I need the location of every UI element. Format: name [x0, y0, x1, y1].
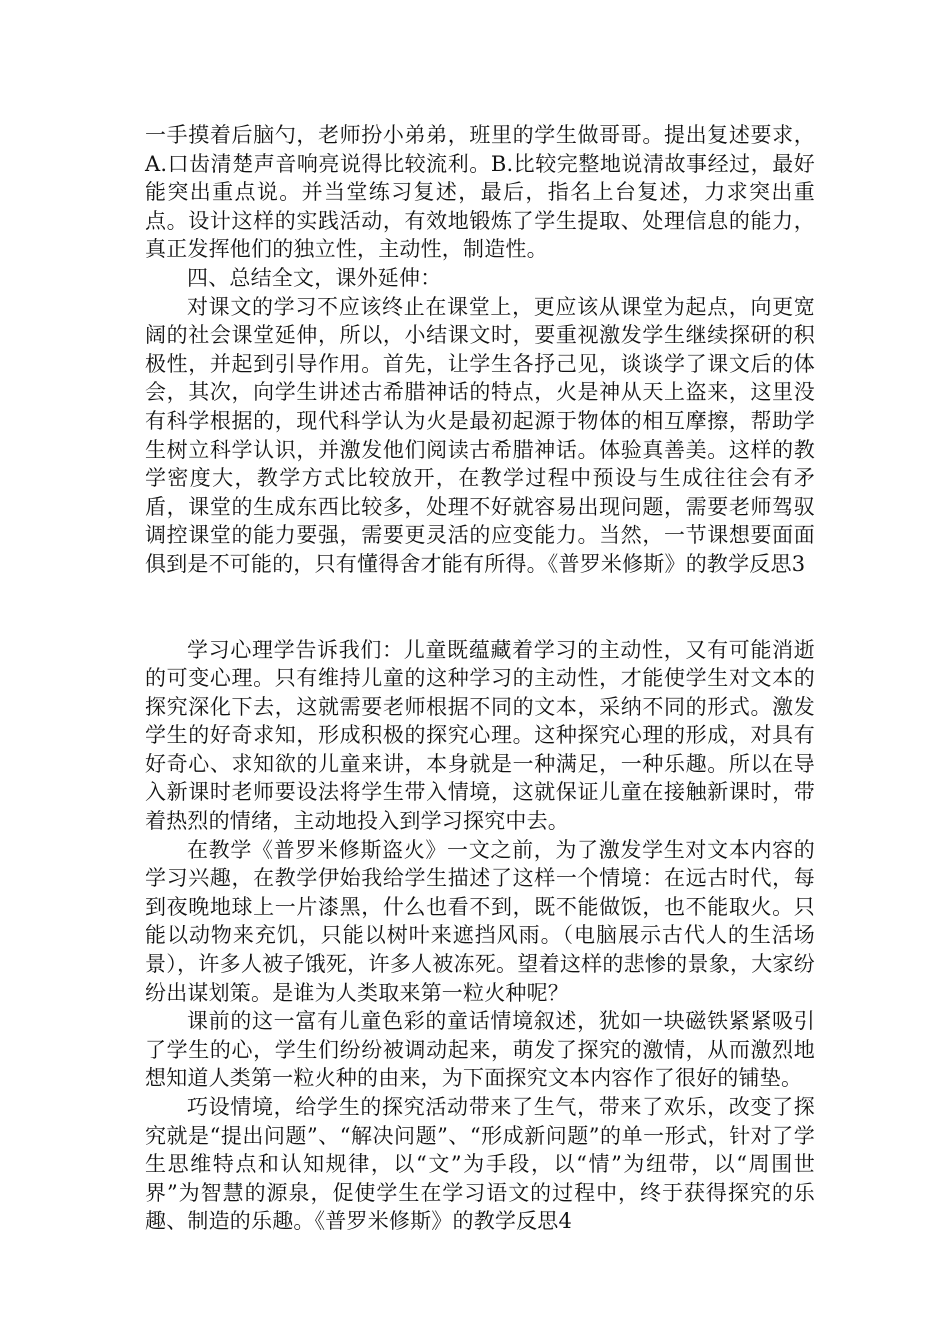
- section-heading-summary: 四、总结全文，课外延伸：: [187, 265, 442, 290]
- paragraph-4: 在教学《普罗米修斯盗火》一文之前，为了激发学生对文本内容的学习兴趣，在教学伊始我给学生描述了这样一个情境：在远古时代，每到夜晚地球上一片漆黑，什么也看不到，既不能做饭，也不能取火。只能以动物来充饥，只能以树叶来遮挡风雨。（电脑展示古代人的生活场景），许多人被子饿死，许多人被冻死。望着这样的悲惨的景象，大家纷纷出谋划策。是谁为人类取来第一粒火种呢？: [145, 837, 815, 1005]
- paragraph-gap: [145, 579, 815, 636]
- paragraph-5: 课前的这一富有儿童色彩的童话情境叙述，犹如一块磁铁紧紧吸引了学生的心，学生们纷纷被调动起来，萌发了探究的激情，从而激烈地想知道人类第一粒火种的由来，为下面探究文本内容作了很好的铺垫。: [145, 1009, 815, 1091]
- document-page: [145, 121, 815, 1236]
- paragraph-6: 巧设情境，给学生的探究活动带来了生气，带来了欢乐，改变了探究就是“提出问题”、“解决问题”、“形成新问题”的单一形式，针对了学生思维特点和认知规律，以“文”为手段，以“情”为纽带，以“周围世界”为智慧的源泉，促使学生在学习语文的过程中，终于获得探究的乐趣、制造的乐趣。《普罗米修斯》的教学反思4: [145, 1095, 815, 1234]
- paragraph-2: 对课文的学习不应该终止在课堂上，更应该从课堂为起点，向更宽阔的社会课堂延伸，所以，小结课文时，要重视激发学生继续探研的积极性，并起到引导作用。首先，让学生各抒己见，谈谈学了课文后的体会，其次，向学生讲述古希腊神话的特点，火是神从天上盗来，这里没有科学根据的，现代科学认为火是最初起源于物体的相互摩擦，帮助学生树立科学认识，并激发他们阅读古希腊神话。体验真善美。这样的教学密度大，教学方式比较放开，在教学过程中预设与生成往往会有矛盾，课堂的生成东西比较多，处理不好就容易出现问题，需要老师驾驭调控课堂的能力要强，需要更灵活的应变能力。当然，一节课想要面面俱到是不可能的，只有懂得舍才能有所得。《普罗米修斯》的教学反思3: [145, 294, 815, 576]
- paragraph-3: 学习心理学告诉我们：儿童既蕴藏着学习的主动性，又有可能消逝的可变心理。只有维持儿童的这种学习的主动性，才能使学生对文本的探究深化下去，这就需要老师根据不同的文本，采纳不同的形式。激发学生的好奇求知，形成积极的探究心理。这种探究心理的形成，对具有好奇心、求知欲的儿童来讲，本身就是一种满足，一种乐趣。所以在导入新课时老师要设法将学生带入情境，这就保证儿童在接触新课时，带着热烈的情绪，主动地投入到学习探究中去。: [145, 637, 815, 834]
- paragraph-1: 一手摸着后脑勺，老师扮小弟弟，班里的学生做哥哥。提出复述要求，A.口齿清楚声音响亮说得比较流利。B.比较完整地说清故事经过，最好能突出重点说。并当堂练习复述，最后，指名上台复述，力求突出重点。设计这样的实践活动，有效地锻炼了学生提取、处理信息的能力，真正发挥他们的独立性，主动性，制造性。: [145, 123, 815, 262]
